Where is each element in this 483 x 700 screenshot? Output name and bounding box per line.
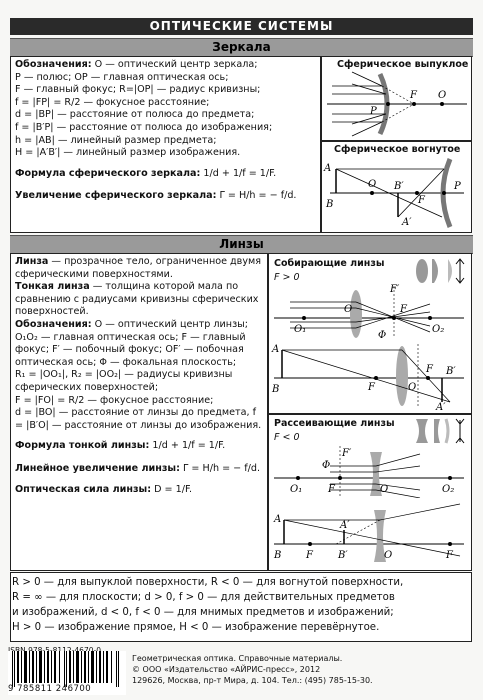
publisher-footer xyxy=(8,645,478,697)
svg-text:F: F xyxy=(446,550,453,561)
barcode-digits: 9 785811 246700 xyxy=(8,684,92,694)
converging-lens-condition: F > 0 xyxy=(274,272,300,283)
concave-mirror-diagram xyxy=(322,155,470,231)
section-header-mirrors: Зеркала xyxy=(10,38,473,57)
svg-text:F: F xyxy=(426,364,433,375)
lenses-diagram-divider xyxy=(267,413,472,415)
svg-text:B′: B′ xyxy=(446,366,456,377)
svg-text:O: O xyxy=(368,179,377,190)
mirrors-diagram-divider xyxy=(320,140,472,142)
svg-text:B: B xyxy=(272,384,280,395)
section-header-lenses: Линзы xyxy=(10,235,473,254)
svg-text:A: A xyxy=(272,344,280,355)
svg-text:B: B xyxy=(326,199,334,210)
lenses-divider xyxy=(267,253,269,571)
svg-text:F: F xyxy=(306,550,313,561)
converging-lens-caption: Собирающие линзы xyxy=(274,258,385,269)
svg-text:A′: A′ xyxy=(402,217,412,228)
svg-text:A′: A′ xyxy=(436,402,446,410)
converging-lens-focal-diagram xyxy=(270,282,468,340)
barcode xyxy=(8,651,126,695)
publisher-info: Геометрическая оптика. Справочные материалы. © ООО «Издательство «АЙРИС-пресс», 2012 129626, Москва, пр-т Мира, д. 104. Тел.: (495) 785-15-30. xyxy=(132,654,373,685)
diverging-lens-focal-diagram xyxy=(270,444,468,498)
svg-text:F: F xyxy=(328,484,335,495)
convex-mirror-diagram xyxy=(322,70,470,138)
sign-conventions: R > 0 — для выпуклой поверхности, R < 0 — для вогнутой поверхности, R = ∞ — для плоскости; d > 0, f > 0 — для действительных предметов и изображений, d < 0, f < 0 — для мнимых предметов и изображений; H > 0 — изображение прямое, H < 0 — изображение перевёрнутое. xyxy=(12,577,404,633)
svg-text:F′: F′ xyxy=(342,448,352,459)
page-title: ОПТИЧЕСКИЕ СИСТЕМЫ xyxy=(10,18,473,35)
svg-text:F′: F′ xyxy=(390,284,400,295)
diverging-lens-icons xyxy=(410,418,466,444)
svg-text:A: A xyxy=(274,514,282,525)
label-O: O xyxy=(438,90,447,101)
diverging-lens-condition: F < 0 xyxy=(274,432,300,443)
concave-mirror-caption: Сферическое вогнутое xyxy=(334,144,461,155)
converging-lens-icons xyxy=(410,258,466,284)
diverging-lens-caption: Рассеивающие линзы xyxy=(274,418,395,429)
svg-text:A′: A′ xyxy=(340,520,350,531)
svg-text:A: A xyxy=(324,163,332,174)
svg-text:P: P xyxy=(454,181,461,192)
svg-text:O₁: O₁ xyxy=(294,324,307,335)
mirrors-notation: Обозначения: O — оптический центр зеркала; P — полюс; OP — главная оптическая ось; F — главный фокус; R=|OP| — радиус кривизны; f = |FP| = R/2 — фокусное расстояние; d = |BP| — расстояние от полюса до предмета; f = |B′P| — расстояние от полюса до изображения; h = |AB| — линейный размер предмета; H = |A′B′| — линейный размер изображения. Формула сферического зеркала: 1/d + 1/f = 1/F. Увеличение сферического зеркала: Γ = H/h = − f/d. xyxy=(15,59,297,202)
svg-text:O: O xyxy=(384,550,393,561)
diverging-lens-image-diagram xyxy=(270,500,468,566)
svg-text:O₂: O₂ xyxy=(432,324,445,335)
svg-text:Φ: Φ xyxy=(378,330,387,340)
svg-text:B′: B′ xyxy=(338,550,348,561)
lenses-notation: Линза — прозрачное тело, ограниченное двумя сферическими поверхностями. Тонкая линза — толщина которой мала по сравнению с радиусами кривизны сферических поверхностей. Обозначения: O — оптический центр линзы; O₁O₂ — главная оптическая ось; F — главный фокус; F′ — побочный фокус; OF′ — побочная оптическая ось; Φ — фокальная плоскость; R₁ = |OO₁|, R₂ = |OO₂| — радиусы кривизны сферических поверхностей; F = |FO| = R/2 — фокусное расстояние; d = |BO| — расстояние от линзы до предмета, f = |B′O| — расстояние от линзы до изображения. Формула тонкой линзы: 1/d + 1/f = 1/F. Линейное увеличение линзы: Γ = H/h = − f/d. Оптическая сила линзы: D = 1/F. xyxy=(15,256,262,495)
convex-mirror-caption: Сферическое выпуклое xyxy=(337,59,469,70)
converging-lens-image-diagram xyxy=(270,340,468,410)
svg-text:Φ: Φ xyxy=(322,460,331,471)
svg-text:F: F xyxy=(400,304,407,315)
label-P: P xyxy=(370,106,377,117)
label-F: F xyxy=(410,90,417,101)
svg-text:O: O xyxy=(380,484,389,495)
svg-text:O: O xyxy=(344,304,353,315)
svg-text:F: F xyxy=(368,382,375,393)
svg-text:B′: B′ xyxy=(394,181,404,192)
svg-text:O₁: O₁ xyxy=(290,484,303,495)
svg-text:B: B xyxy=(274,550,282,561)
svg-text:O₂: O₂ xyxy=(442,484,455,495)
svg-text:F: F xyxy=(418,195,425,206)
svg-text:O: O xyxy=(408,382,417,393)
